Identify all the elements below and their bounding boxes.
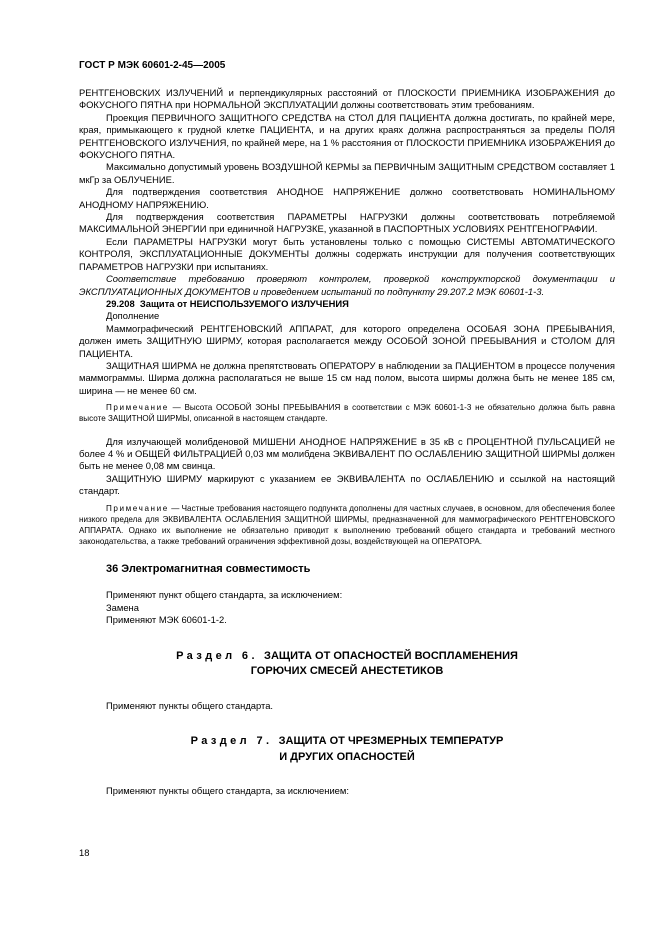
paragraph: Если ПАРАМЕТРЫ НАГРУЗКИ могут быть установлены только с помощью СИСТЕМЫ АВТОМАТИЧЕСКОГО КОНТРОЛЯ, ЭКСПЛУАТАЦИОННЫЕ ДОКУМЕНТЫ должны содержать инструкции для получения соответствующих ПАРАМЕТРОВ НАГРУЗКИ при испытаниях. xyxy=(79,235,615,272)
addition-label: Дополнение xyxy=(106,310,160,322)
paragraph: Применяют пункты общего стандарта, за исключением: xyxy=(106,785,349,797)
paragraph: Для подтверждения соответствия ПАРАМЕТРЫ НАГРУЗКИ должны соответствовать потребляемой МАКСИМАЛЬНОЙ ЭНЕРГИИ при единичной НАГРУЗКЕ, указанной в ПАСПОРТНЫХ УСЛОВИЯХ РЕНТГЕНОГРАФИИ. xyxy=(79,211,615,235)
page-header: ГОСТ Р МЭК 60601-2-45—2005 xyxy=(79,60,226,71)
text-line: Применяют пункт общего стандарта, за исключением: xyxy=(106,589,343,601)
note-label: Примечание xyxy=(106,403,169,413)
section-title-line: ГОРЮЧИХ СМЕСЕЙ АНЕСТЕТИКОВ xyxy=(250,665,444,678)
paragraph: Для подтверждения соответствия АНОДНОЕ НАПРЯЖЕНИЕ должно соответствовать НОМИНАЛЬНОМУ АНОДНОМУ НАПРЯЖЕНИЮ. xyxy=(79,186,615,210)
text-line: Замена xyxy=(106,601,139,613)
section-36-heading: 36 Электромагнитная совместимость xyxy=(106,563,311,576)
note-1 xyxy=(79,402,615,424)
paragraph: РЕНТГЕНОВСКИХ ИЗЛУЧЕНИЙ и перпендикулярных расстояний от ПЛОСКОСТИ ПРИЕМНИКА ИЗОБРАЖЕНИЯ до ФОКУСНОГО ПЯТНА при НОРМАЛЬНОЙ ЭКСПЛУАТАЦИИ должны соответствовать этим требованиям. xyxy=(79,87,615,111)
section-title-line: И ДРУГИХ ОПАСНОСТЕЙ xyxy=(279,750,415,763)
paragraph: Для излучающей молибденовой МИШЕНИ АНОДНОЕ НАПРЯЖЕНИЕ в 35 кВ с ПРОЦЕНТНОЙ ПУЛЬСАЦИЕЙ не более 4 % и ОБЩЕЙ ФИЛЬТРАЦИЕЙ 0,03 мм молибдена ЭКВИВАЛЕНТ ПО ОСЛАБЛЕНИЮ ЗАЩИТНОЙ ШИРМЫ должен быть не менее 0,08 мм свинца. xyxy=(79,435,615,472)
section-title-line: ЗАЩИТА ОТ ЧРЕЗМЕРНЫХ ТЕМПЕРАТУР xyxy=(278,735,504,748)
subclause-heading xyxy=(79,298,615,310)
section-7-heading xyxy=(79,734,615,765)
compliance-note: Соответствие требованию проверяют контролем, проверкой конструкторской документации и ЭКСПЛУАТАЦИОННЫХ ДОКУМЕНТОВ и проведением испытаний по подпункту 29.207.2 МЭК 60601-1-3. xyxy=(79,273,615,297)
subclause-number: 29.208 xyxy=(106,297,135,309)
note-text: — Высота ОСОБОЙ ЗОНЫ ПРЕБЫВАНИЯ в соответствии с МЭК 60601-1-3 не обязательно должна быть равна высоте ЗАЩИТНОЙ ШИРМЫ, описанной в настоящем стандарте. xyxy=(79,403,615,424)
text-line: Применяют МЭК 60601-1-2. xyxy=(106,614,227,626)
paragraph: Применяют пункты общего стандарта. xyxy=(106,699,274,711)
note-text: — Частные требования настоящего подпункта дополнены для частных случаев, в основном, для обеспечения более низкого предела для ЭКВИВАЛЕНТА ОСЛАБЛЕНИЯ ЗАЩИТНОЙ ШИРМЫ, предназначенной для маммографического РЕНТГЕНОВСКОГО АППАРАТА. Однако их выполнение не обязательно приводит к выполнению требований общего стандарта и требований местного законодательства, а также требований ограничения эффективной дозы, воздействующей на ОПЕРАТОРА. xyxy=(79,503,615,547)
paragraph: ЗАЩИТНАЯ ШИРМА не должна препятствовать ОПЕРАТОРУ в наблюдении за ПАЦИЕНТОМ в процессе получения маммограммы. Ширма должна располагаться не выше 15 см над полом, высота ширмы должна быть не менее 185 см, ширина — не менее 60 см. xyxy=(79,359,615,396)
section-6-heading xyxy=(79,649,615,680)
section-title-line: ЗАЩИТА ОТ ОПАСНОСТЕЙ ВОСПЛАМЕНЕНИЯ xyxy=(264,649,518,662)
note-label: Примечание xyxy=(106,503,169,513)
note-2 xyxy=(79,503,615,548)
paragraph: Максимально допустимый уровень ВОЗДУШНОЙ КЕРМЫ за ПЕРВИЧНЫМ ЗАЩИТНЫМ СРЕДСТВОМ составляет 1 мкГр за ОБЛУЧЕНИЕ. xyxy=(79,161,615,185)
document-page xyxy=(79,60,615,797)
paragraph: ЗАЩИТНУЮ ШИРМУ маркируют с указанием ее ЭКВИВАЛЕНТА по ОСЛАБЛЕНИЮ и ссылкой на настоящий стандарт. xyxy=(79,472,615,497)
section-36-body xyxy=(79,589,615,626)
paragraph: Проекция ПЕРВИЧНОГО ЗАЩИТНОГО СРЕДСТВА на СТОЛ ДЛЯ ПАЦИЕНТА должна достигать, по крайней мере, края, примыкающего к грудной клетке ПАЦИЕНТА, и на других краях должна распространяться за пределы ПОЛЯ РЕНТГЕНОВСКОГО ИЗЛУЧЕНИЯ, по крайней мере, на 1 % расстояния от ПЛОСКОСТИ ПРИЕМНИКА ИЗОБРАЖЕНИЯ до ФОКУСНОГО ПЯТНА. xyxy=(79,111,615,161)
paragraph: Маммографический РЕНТГЕНОВСКИЙ АППАРАТ, для которого определена ОСОБАЯ ЗОНА ПРЕБЫВАНИЯ, должен иметь ЗАЩИТНУЮ ШИРМУ, которая располагается между ОСОБОЙ ЗОНОЙ ПРЕБЫВАНИЯ и СТОЛОМ ДЛЯ ПАЦИЕНТА. xyxy=(79,322,615,359)
page-number: 18 xyxy=(79,847,90,858)
section-label: Раздел 6. xyxy=(176,649,258,662)
subclause-title: Защита от НЕИСПОЛЬЗУЕМОГО ИЗЛУЧЕНИЯ xyxy=(139,297,349,309)
section-label: Раздел 7. xyxy=(190,735,273,748)
